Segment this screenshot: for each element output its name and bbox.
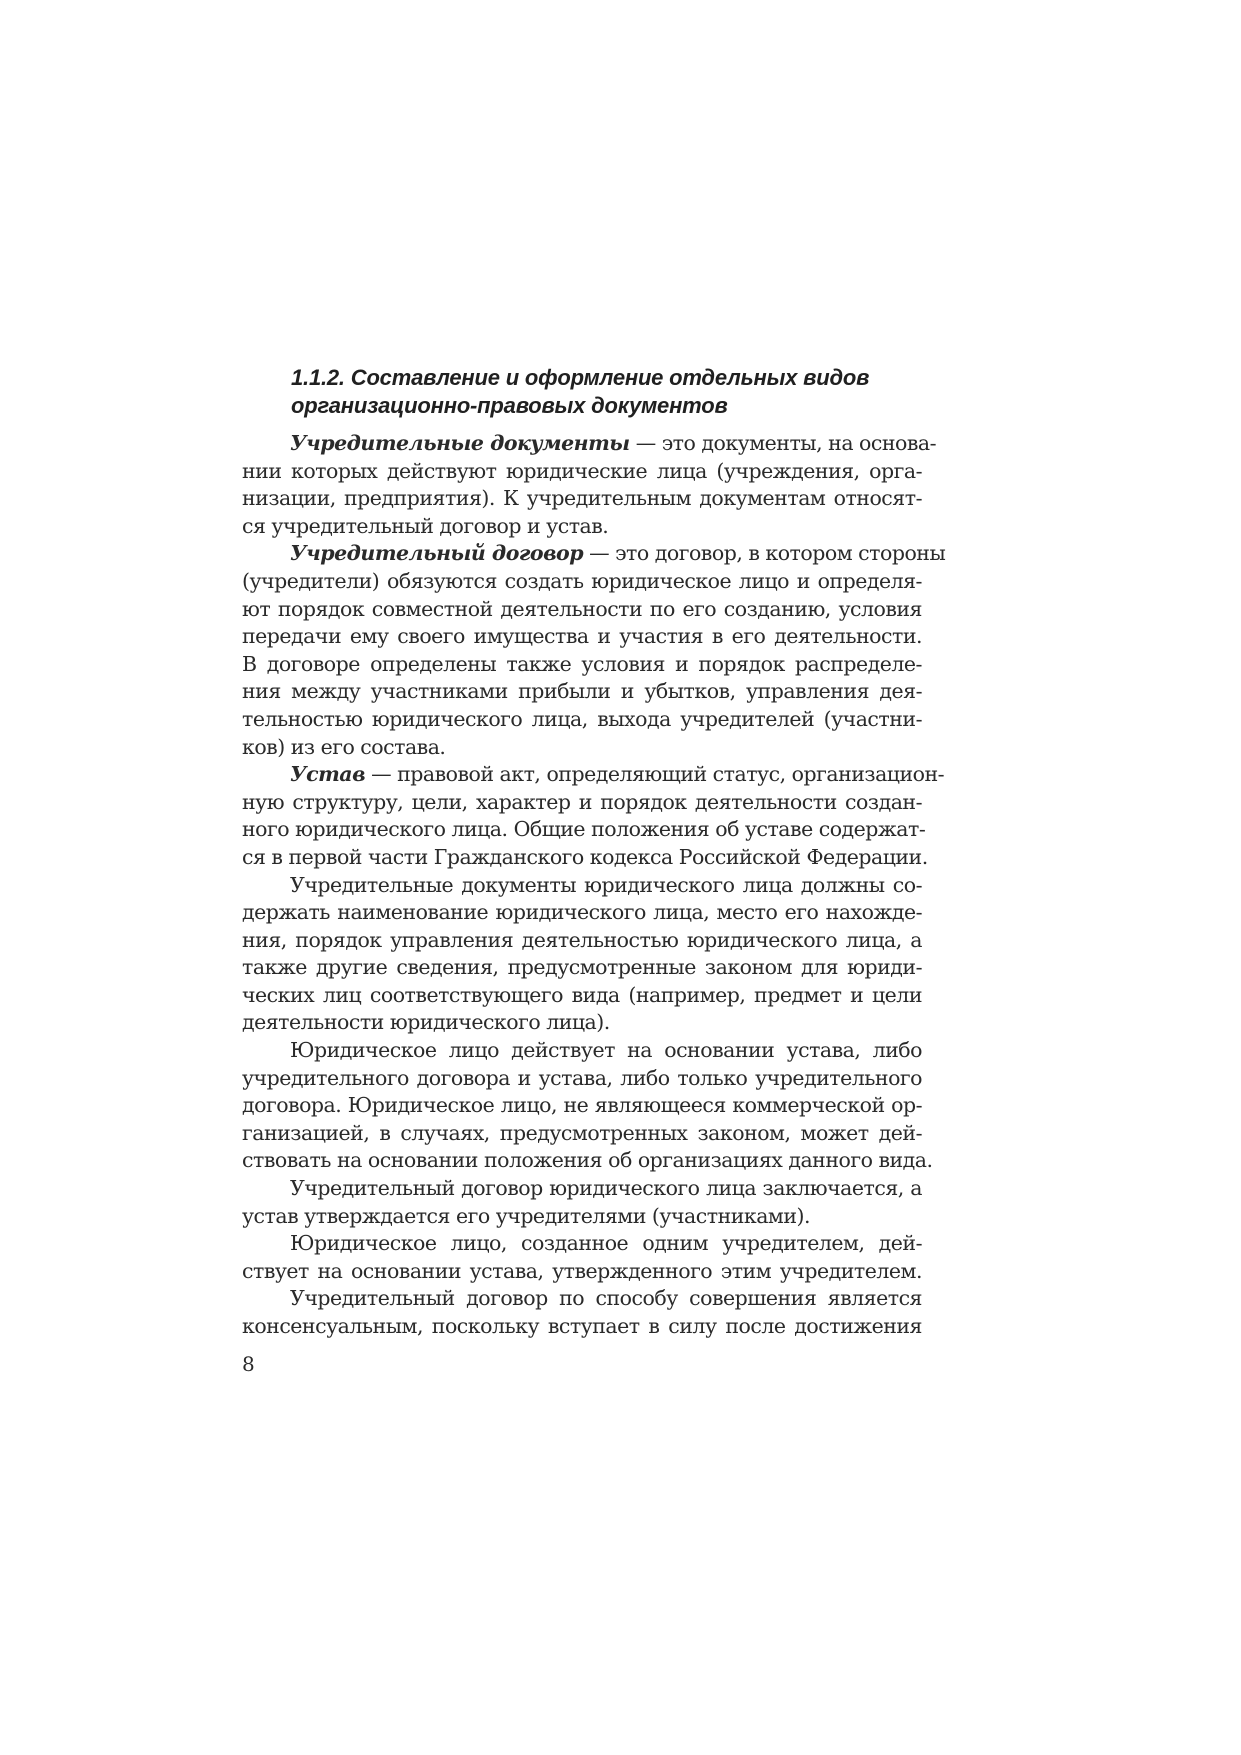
text-line: ния, порядок управления деятельностью юридического лица, а [242,927,922,952]
text-line: деятельности юридического лица). [242,1010,610,1035]
paragraph [242,430,937,540]
page-number: 8 [242,1352,255,1376]
heading-line: 1.1.2. Составление и оформление отдельных видов [291,365,870,390]
text-line: учредительного договора и устава, либо только учредительного [242,1065,922,1090]
text-line: ганизацией, в случаях, предусмотренных законом, может дей- [242,1120,922,1145]
text-line: ся в первой части Гражданского кодекса Российской Федерации. [242,844,928,869]
text-line: Устав — правовой акт, определяющий статус, организацион- [290,762,945,787]
term: Устав [290,762,366,787]
paragraph [242,1175,922,1230]
text-line: ствовать на основании положения об организациях данного вида. [242,1148,933,1173]
term: Учредительный договор [290,541,584,566]
text-line: передачи ему своего имущества и участия в его деятельности. [242,624,922,649]
text-line: ния между участниками прибыли и убытков, управления дея- [242,679,922,704]
text-line: нии которых действуют юридические лица (учреждения, орга- [242,458,922,483]
term: Учредительные документы [290,431,630,455]
text-line: ного юридического лица. Общие положения об уставе содержат- [242,817,926,842]
text-line: Учредительный договор — это договор, в котором стороны [290,541,946,566]
paragraph [242,761,945,871]
paragraph [242,872,922,1038]
text-line: держать наименование юридического лица, место его нахожде- [242,900,922,925]
paragraph [242,540,946,761]
text-line: ствует на основании устава, утвержденного этим учредителем. [242,1258,922,1283]
text-line: ся учредительный договор и устав. [242,513,609,538]
text-line: ную структуру, цели, характер и порядок деятельности создан- [242,789,922,814]
paragraph [242,1037,933,1175]
text-line: Юридическое лицо, созданное одним учредителем, дей- [290,1231,922,1256]
text-line: В договоре определены также условия и порядок распределе- [242,651,922,676]
text-line: Учредительный договор по способу совершения является [290,1286,922,1311]
text-line: (учредители) обязуются создать юридическое лицо и определя- [242,568,922,593]
text-line: ческих лиц соответствующего вида (например, предмет и цели [242,982,922,1007]
text-line: устав утверждается его учредителями (участниками). [242,1203,811,1228]
text-line: Учредительные документы юридического лица должны со- [290,872,922,897]
text-line: тельностью юридического лица, выхода учредителей (участни- [242,706,922,731]
text-line: ют порядок совместной деятельности по его созданию, условия [242,596,922,621]
text-line: ков) из его состава. [242,734,446,759]
heading-line: организационно-правовых документов [291,393,728,418]
text-line: низации, предприятия). К учредительным документам относят- [242,486,922,511]
section-heading [291,364,1011,420]
paragraph [242,1285,922,1340]
text-line: Учредительный договор юридического лица заключается, а [290,1176,922,1201]
text-line: договора. Юридическое лицо, не являющееся коммерческой ор- [242,1093,922,1118]
text-line: Учредительные документы — это документы, на основа- [290,431,937,455]
body-text [242,430,946,1341]
paragraph [242,1230,922,1285]
text-line: консенсуальным, поскольку вступает в силу после достижения [242,1314,922,1338]
text-line: Юридическое лицо действует на основании устава, либо [290,1038,922,1063]
text-line: также другие сведения, предусмотренные законом для юриди- [242,955,922,980]
